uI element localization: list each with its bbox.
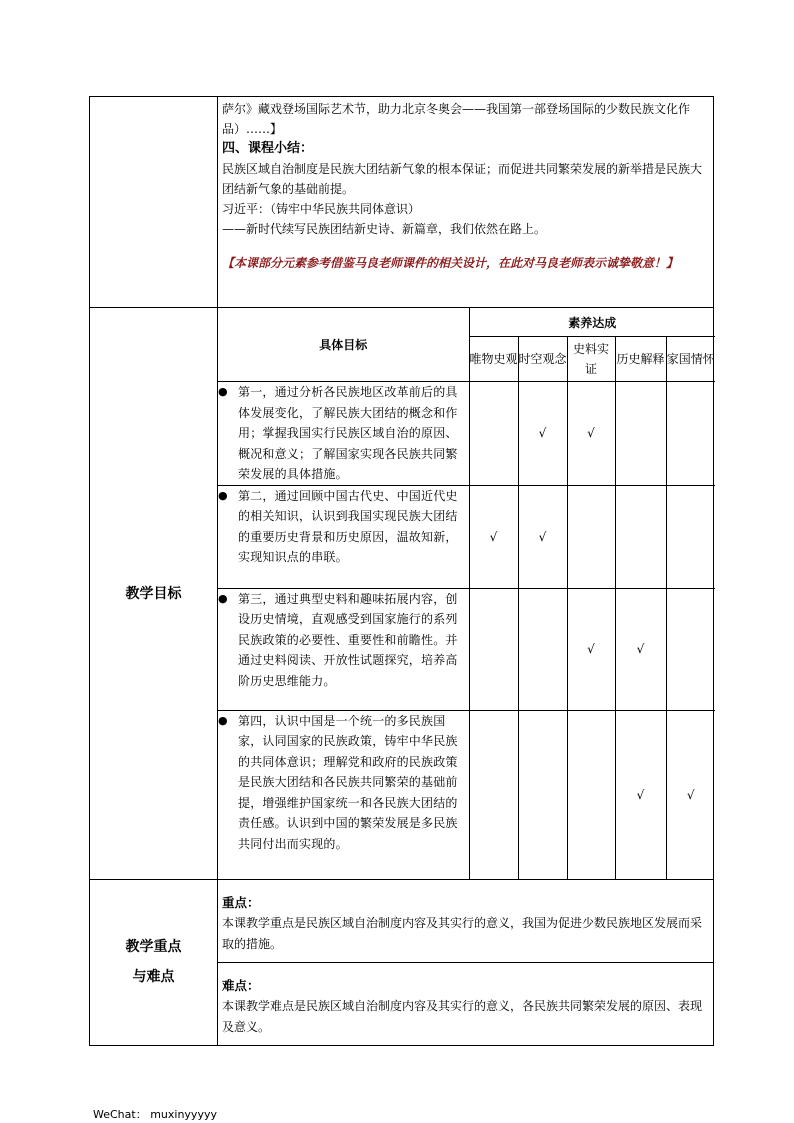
difficulty-label: 难点： xyxy=(222,977,260,993)
credit-note: 【本课部分元素参考借鉴马良老师课件的相关设计，在此对马良老师表示诚挚敬意！】 xyxy=(222,256,679,270)
continuation-text: 萨尔》藏戏登场国际艺术节，助力北京冬奥会——我国第一部登场国际的少数民族文化作品）……】 xyxy=(222,102,691,136)
objectives-row xyxy=(90,308,714,880)
empty-check-cell xyxy=(666,588,715,710)
objective-text: 第四，认识中国是一个统一的多民族国家，认同国家的民族政策，铸牢中华民族的共同体意识；理解党和政府的民族政策是民族大团结和各民族共同繁荣的基础前提，增强维护国家统一和各民族大团结的责任感。认识到中国的繁荣发展是多民族共同付出而实现的。 xyxy=(238,713,458,851)
lesson-plan-document xyxy=(89,96,714,1046)
objective-row xyxy=(218,485,715,588)
empty-check-cell xyxy=(567,710,615,879)
bullet-icon: ● xyxy=(218,713,228,727)
literacy-col-patriotism: 家国情怀 xyxy=(666,337,715,382)
empty-check-cell xyxy=(666,485,715,588)
objective-cell xyxy=(218,588,469,710)
empty-check-cell xyxy=(615,485,666,588)
quote-text: ——新时代续写民族团结新史诗、新篇章，我们依然在路上。 xyxy=(222,222,547,236)
objectives-table xyxy=(218,308,715,879)
key-points-row xyxy=(90,879,714,1045)
key-points-label-line1: 教学重点 xyxy=(125,939,182,955)
lesson-plan-table xyxy=(89,96,714,1046)
empty-check-cell xyxy=(666,382,715,486)
literacy-col-materialism: 唯物史观 xyxy=(469,337,518,382)
objective-text: 第一，通过分析各民族地区改革前后的具体发展变化，了解民族大团结的概念和作用；掌握我国实行民族区域自治的原因、概况和意义；了解国家实现各民族共同繁荣发展的具体措施。 xyxy=(238,385,458,481)
objective-cell xyxy=(218,382,469,486)
bullet-icon: ● xyxy=(218,488,228,502)
summary-content-cell xyxy=(218,97,714,308)
summary-text: 民族区域自治制度是民族大团结新气象的根本保证；而促进共同繁荣发展的新举措是民族大团结新气象的基础前提。 xyxy=(222,162,703,196)
goal-column-header: 具体目标 xyxy=(218,308,469,382)
difficulty-block xyxy=(218,963,713,1045)
quote-author: 习近平：（铸牢中华民族共同体意识） xyxy=(222,202,421,216)
literacy-col-spacetime: 时空观念 xyxy=(518,337,567,382)
objectives-content-cell xyxy=(218,308,714,880)
objective-cell xyxy=(218,710,469,879)
empty-check-cell xyxy=(469,588,518,710)
focus-block xyxy=(218,880,713,963)
key-points-label-cell xyxy=(90,879,218,1045)
footer-wechat: WeChat： muxinyyyyy xyxy=(93,1108,217,1121)
objective-row xyxy=(218,588,715,710)
empty-check-cell xyxy=(567,485,615,588)
objective-text: 第二，通过回顾中国古代史、中国近代史的相关知识，认识到我国实现民族大团结的重要历史背景和历史原因，温故知新，实现知识点的串联。 xyxy=(238,488,458,564)
summary-row-label-cell xyxy=(90,97,218,308)
check-mark: √ xyxy=(666,710,715,879)
check-mark: √ xyxy=(518,485,567,588)
empty-check-cell xyxy=(469,710,518,879)
summary-row xyxy=(90,97,714,308)
bullet-icon: ● xyxy=(218,591,228,605)
literacy-col-evidence: 史料实证 xyxy=(567,337,615,382)
empty-check-cell xyxy=(518,710,567,879)
key-points-content-cell xyxy=(218,879,714,1045)
objective-text: 第三，通过典型史料和趣味拓展内容，创设历史情境，直观感受到国家施行的系列民族政策的必要性、重要性和前瞻性。并通过史料阅读、开放性试题探究，培养高阶历史思维能力。 xyxy=(238,591,458,688)
check-mark: √ xyxy=(518,382,567,486)
check-mark: √ xyxy=(567,382,615,486)
empty-check-cell xyxy=(518,588,567,710)
objectives-label: 教学目标 xyxy=(90,308,218,880)
empty-check-cell xyxy=(469,382,518,486)
check-mark: √ xyxy=(469,485,518,588)
focus-label: 重点： xyxy=(222,894,260,910)
empty-check-cell xyxy=(615,382,666,486)
objective-cell xyxy=(218,485,469,588)
literacy-column-header: 素养达成 xyxy=(469,308,715,337)
objective-row xyxy=(218,382,715,486)
check-mark: √ xyxy=(615,588,666,710)
check-mark: √ xyxy=(615,710,666,879)
summary-heading: 四、课程小结： xyxy=(222,141,314,156)
objective-row xyxy=(218,710,715,879)
literacy-col-interpretation: 历史解释 xyxy=(615,337,666,382)
bullet-icon: ● xyxy=(218,385,228,398)
difficulty-text: 本课教学难点是民族区域自治制度内容及其实行的意义，各民族共同繁荣发展的原因、表现及意义。 xyxy=(222,998,703,1034)
focus-text: 本课教学重点是民族区域自治制度内容及其实行的意义，我国为促进少数民族地区发展而采取的措施。 xyxy=(222,915,703,951)
check-mark: √ xyxy=(567,588,615,710)
key-points-label-line2: 与难点 xyxy=(132,969,175,985)
